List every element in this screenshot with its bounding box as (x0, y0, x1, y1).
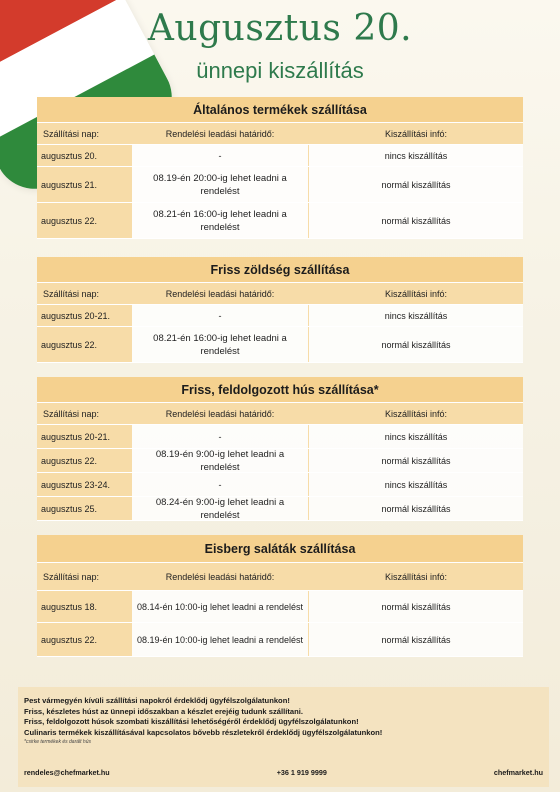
contact-website-link[interactable]: chefmarket.hu (493, 768, 543, 777)
row-day: augusztus 22. (37, 327, 132, 362)
col-header-info: Kiszállítási infó: (308, 283, 523, 304)
row-info: nincs kiszállítás (308, 145, 523, 166)
footer-line: Friss, feldolgozott húsok szombati kiszállítási lehetőségéről érdeklődj ügyfélszolgálatunkon! (24, 717, 359, 726)
table-row (37, 327, 523, 363)
row-deadline: - (132, 305, 308, 326)
col-header-day: Szállítási nap: (37, 283, 132, 304)
footer-line: Pest vármegyén kívüli szállítási napokról érdeklődj ügyfélszolgálatunkon! (24, 696, 290, 705)
section-general (37, 97, 523, 239)
row-deadline: 08.19-én 20:00-ig lehet leadni a rendelést (132, 167, 308, 202)
page-title: Augusztus 20. (147, 8, 413, 49)
row-day: augusztus 22. (37, 203, 132, 238)
table-row (37, 305, 523, 327)
row-day: augusztus 25. (37, 497, 132, 520)
row-deadline: 08.14-én 10:00-ig lehet leadni a rendelést (132, 591, 308, 622)
col-header-day: Szállítási nap: (37, 403, 132, 424)
col-header-info: Kiszállítási infó: (308, 123, 523, 144)
col-header-info: Kiszállítási infó: (308, 403, 523, 424)
footer-line: Friss, készletes húst az ünnepi időszakban a készlet erejéig tudunk szállítani. (24, 706, 303, 716)
row-info: normál kiszállítás (308, 591, 523, 622)
col-header-deadline: Rendelési leadási határidő: (132, 123, 308, 144)
table-row (37, 167, 523, 203)
row-day: augusztus 20-21. (37, 425, 132, 448)
table-row (37, 497, 523, 521)
footer-line: Culinaris termékek kiszállításával kapcsolatos bővebb részletekről érdeklődj ügyfélszolgálatunkon! (24, 727, 383, 737)
section-meat (37, 377, 523, 521)
row-deadline: - (132, 425, 308, 448)
row-deadline: 08.19-én 10:00-ig lehet leadni a rendelést (132, 623, 308, 656)
row-deadline: - (132, 473, 308, 496)
table-row (37, 203, 523, 239)
table-row (37, 449, 523, 473)
row-day: augusztus 21. (37, 167, 132, 202)
row-info: normál kiszállítás (308, 497, 523, 520)
row-day: augusztus 23-24. (37, 473, 132, 496)
row-info: normál kiszállítás (308, 167, 523, 202)
row-day: augusztus 22. (37, 449, 132, 472)
row-deadline: - (132, 145, 308, 166)
section-eisberg (37, 535, 523, 657)
row-info: nincs kiszállítás (308, 305, 523, 326)
col-header-deadline: Rendelési leadási határidő: (132, 283, 308, 304)
contact-email-link[interactable]: rendeles@chefmarket.hu (24, 768, 110, 777)
section-title: Friss zöldség szállítása (37, 257, 523, 283)
col-header-day: Szállítási nap: (37, 563, 132, 590)
table-row (37, 623, 523, 657)
row-info: nincs kiszállítás (308, 425, 523, 448)
table-header-row (37, 123, 523, 145)
row-info: nincs kiszállítás (308, 473, 523, 496)
row-info: normál kiszállítás (308, 623, 523, 656)
row-deadline: 08.24-én 9:00-ig lehet leadni a rendelést (132, 497, 308, 520)
footer-note: *csirke termékek és darált hús (24, 739, 91, 745)
row-info: normál kiszállítás (308, 449, 523, 472)
row-info: normál kiszállítás (308, 203, 523, 238)
section-title: Általános termékek szállítása (37, 97, 523, 123)
table-row (37, 473, 523, 497)
row-day: augusztus 20. (37, 145, 132, 166)
table-header-row (37, 403, 523, 425)
row-deadline: 08.19-én 9:00-ig lehet leadni a rendelést (132, 449, 308, 472)
table-row (37, 145, 523, 167)
row-info: normál kiszállítás (308, 327, 523, 362)
contact-phone[interactable]: +36 1 919 9999 (276, 768, 327, 777)
row-day: augusztus 22. (37, 623, 132, 656)
col-header-deadline: Rendelési leadási határidő: (132, 403, 308, 424)
table-header-row (37, 563, 523, 591)
table-row (37, 425, 523, 449)
row-day: augusztus 20-21. (37, 305, 132, 326)
section-title: Friss, feldolgozott hús szállítása* (37, 377, 523, 403)
table-header-row (37, 283, 523, 305)
section-title: Eisberg saláták szállítása (37, 535, 523, 563)
col-header-day: Szállítási nap: (37, 123, 132, 144)
col-header-deadline: Rendelési leadási határidő: (132, 563, 308, 590)
section-vegetables (37, 257, 523, 363)
col-header-info: Kiszállítási infó: (308, 563, 523, 590)
row-deadline: 08.21-én 16:00-ig lehet leadni a rendelést (132, 327, 308, 362)
page-subtitle: ünnepi kiszállítás (196, 58, 364, 83)
row-deadline: 08.21-én 16:00-ig lehet leadni a rendelést (132, 203, 308, 238)
row-day: augusztus 18. (37, 591, 132, 622)
table-row (37, 591, 523, 623)
footer-info-box (18, 687, 549, 787)
footer-contacts (24, 768, 543, 777)
